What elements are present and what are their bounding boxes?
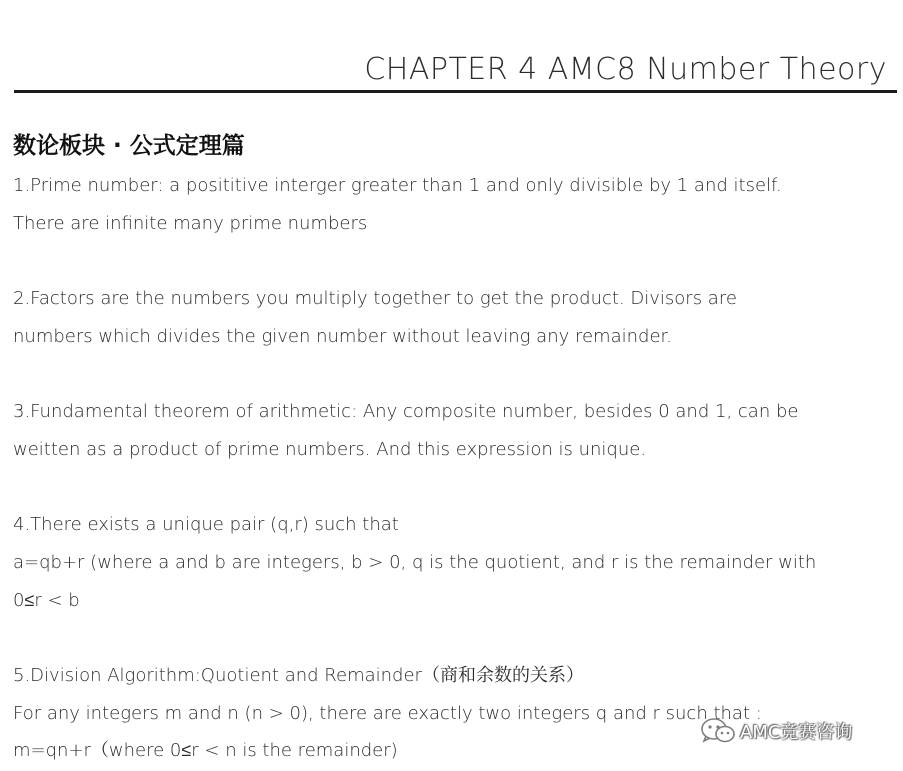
text-line: weitten as a product of prime numbers. And this expression is unique. (13, 438, 647, 460)
wechat-icon (700, 717, 736, 745)
theorem-item-2 (13, 280, 893, 355)
text-line: 5.Division Algorithm:Quotient and Remainder（商和余数的关系） (13, 664, 584, 686)
text-line: 1.Prime number: a posititive interger greater than 1 and only divisible by 1 and itself. (13, 175, 782, 196)
chapter-title: CHAPTER 4 AMC8 Number Theory (364, 52, 887, 87)
header-divider (14, 90, 897, 93)
theorem-list (13, 167, 893, 770)
text-line: 0≤r < b (13, 589, 80, 611)
text-line: numbers which divides the given number without leaving any remainder. (13, 325, 672, 347)
text-line: 2.Factors are the numbers you multiply together to get the product. Divisors are (13, 288, 737, 310)
text-line: There are infinite many prime numbers (13, 212, 368, 234)
watermark-text: AMC竞赛咨询 (740, 722, 853, 743)
text-line: 3.Fundamental theorem of arithmetic: Any composite number, besides 0 and 1, can be (13, 401, 799, 423)
text-line: For any integers m and n (n > 0), there are exactly two integers q and r such that : (13, 702, 762, 724)
text-line: m=qn+r（where 0≤r < n is the remainder) (13, 740, 398, 762)
text-line: a=qb+r (where a and b are integers, b > 0, q is the quotient, and r is the remainder with (13, 551, 817, 573)
theorem-item-3 (13, 393, 893, 468)
theorem-item-5 (13, 657, 893, 770)
theorem-item-1 (13, 167, 893, 242)
theorem-item-4 (13, 506, 893, 619)
text-line: 4.There exists a unique pair (q,r) such that (13, 514, 399, 536)
watermark (700, 716, 852, 746)
section-heading: 数论板块 · 公式定理篇 (13, 133, 245, 159)
